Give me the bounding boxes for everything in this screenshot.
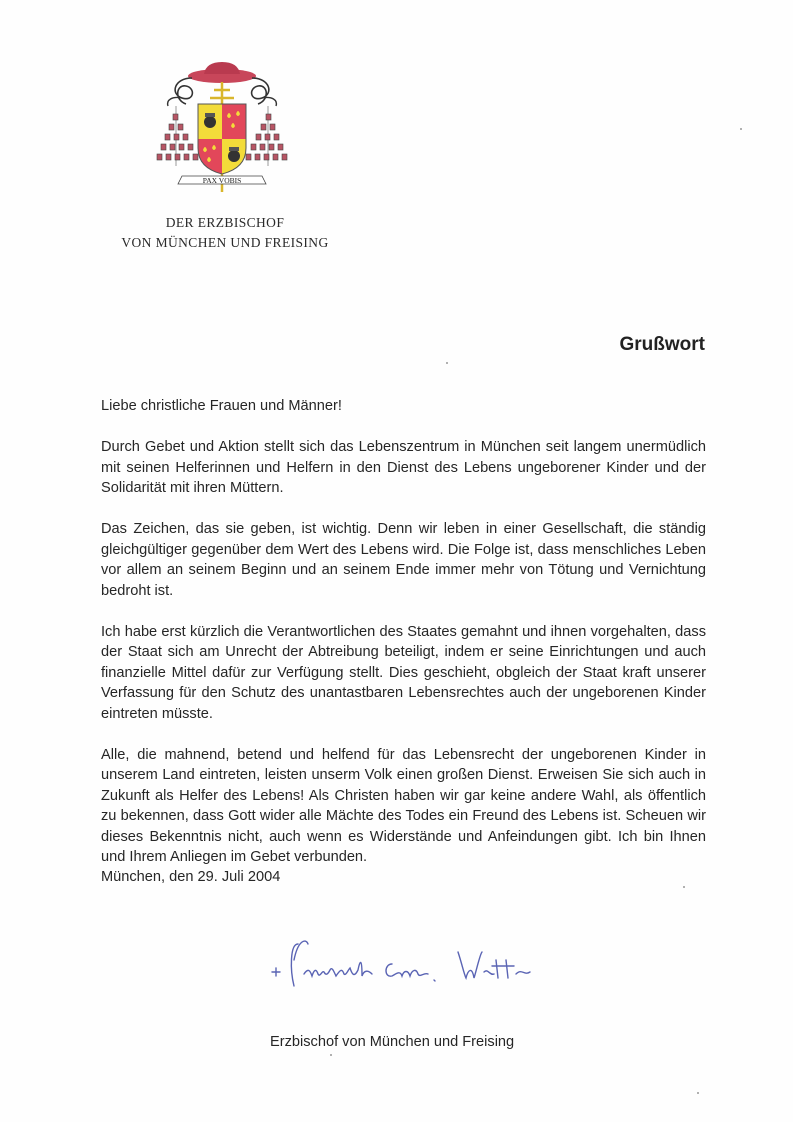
scan-speck [446,362,448,364]
letterhead-line-2: VON MÜNCHEN UND FREISING [121,235,329,250]
scan-speck [330,1054,332,1056]
scan-speck [697,1092,699,1094]
left-cord [175,78,192,104]
date-line: München, den 29. Juli 2004 [101,869,281,885]
paragraph-3: Ich habe erst kürzlich die Verantwortlichen des Staates gemahnt und ihnen vorgehalten, dass der Staat sich am Unrecht der Abtreibung beteiligt, indem er seine Einrichtungen und auch finanzielle Mittel dafür zur Verfügung stellt. Dies geschieht, obgleich der Staat kraft unserer Verfassung für den Schutz des unantastbaren Lebensrechtes auch der ungeborenen Kinder eintreten müsste. [101,623,706,722]
motto-text: PAX VOBIS [202,176,242,185]
coat-of-arms-icon [152,56,292,196]
salutation: Liebe christliche Frauen und Männer! [101,398,342,414]
galero-hat-crown [204,62,240,74]
left-tassels [157,106,198,166]
paragraph-4: Alle, die mahnend, betend und helfend für das Lebensrecht der ungeborenen Kinder in unserem Land eintreten, leisten unserm Volk einen großen Dienst. Erweisen Sie sich auch in Zukunft als Helfer des Lebens! Als Christen haben wir gar keine andere Wahl, als öffentlich zu bekennen, dass Gott wider alle Mächte des Todes ein Freund des Lebens ist. Scheuen wir dieses Bekenntnis nicht, auch wenn es Widerstände und Anfeindungen gibt. Ich bin Ihnen und Ihrem Anliegen im Gebet verbunden. [101,746,706,865]
scan-speck [683,886,685,888]
handwritten-signature [268,930,568,1000]
letter-body [101,396,706,888]
paragraph-1: Durch Gebet und Aktion stellt sich das Lebenszentrum in München seit langem unermüdlich mit seinen Helferinnen und Helfern in den Dienst des Lebens ungeborener Kinder und der Solidarität mit ihren Müttern. [101,439,706,496]
shield-icon [198,104,246,175]
right-tassels [246,106,287,166]
scan-speck [740,128,742,130]
letterhead-line-1: DER ERZBISCHOF [165,215,285,230]
page-title: Grußwort [619,334,705,355]
letterhead [100,213,350,253]
right-cord [252,78,269,104]
paragraph-2: Das Zeichen, das sie geben, ist wichtig. Denn wir leben in einer Gesellschaft, die ständig gleichgültiger gegenüber dem Wert des Lebens wird. Die Folge ist, dass menschliches Leben vor allem an seinem Beginn und an seinem Ende immer mehr von Tötung und Vernichtung bedroht ist. [101,521,706,599]
signer-title: Erzbischof von München und Freising [270,1034,515,1050]
